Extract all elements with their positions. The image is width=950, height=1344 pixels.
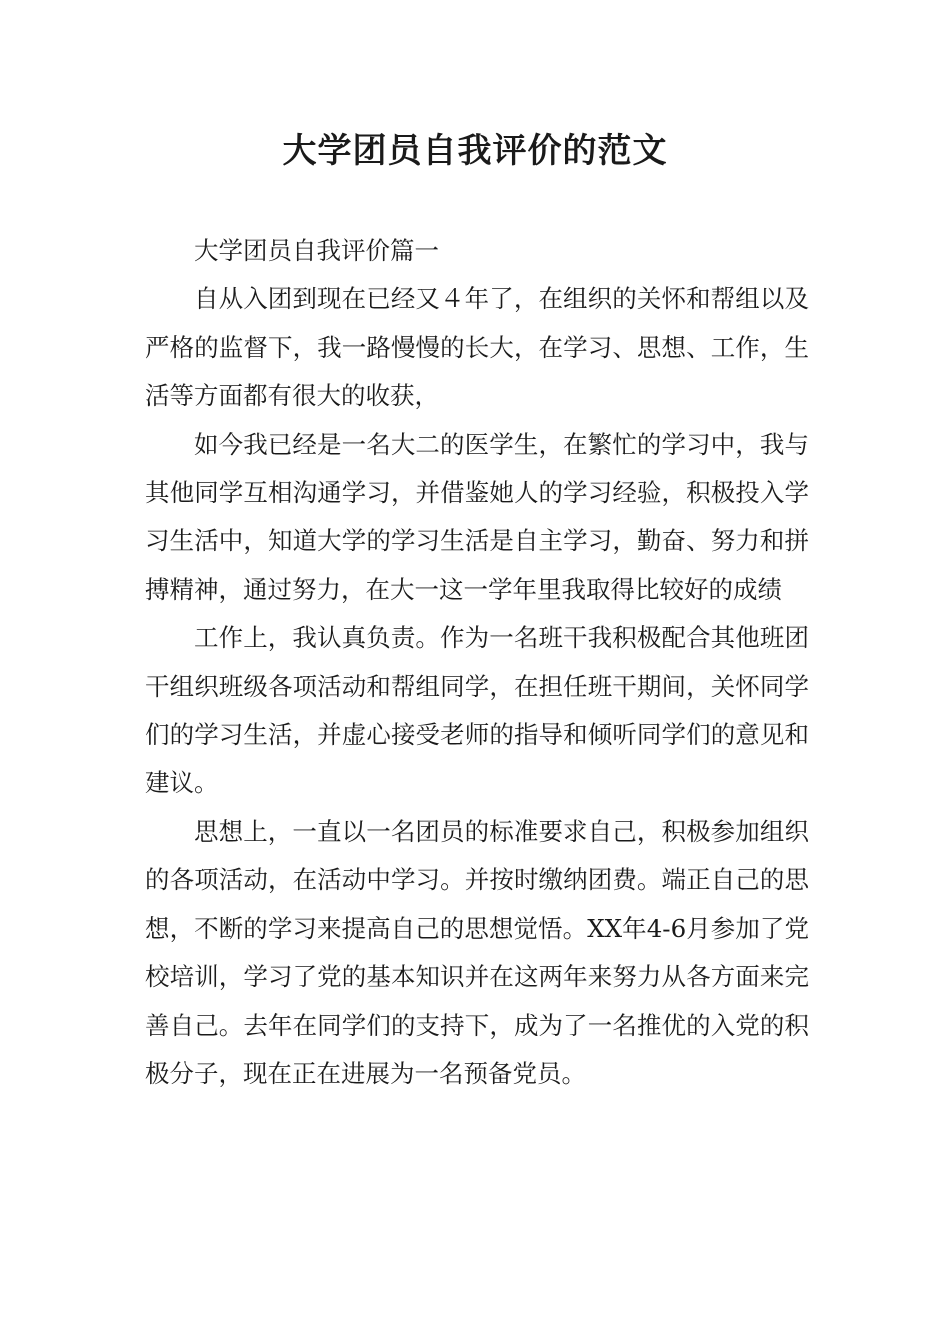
- section-heading: 大学团员自我评价篇一: [194, 236, 439, 265]
- paragraph: 思想上，一直以一名团员的标准要求自己，积极参加组织的各项活动，在活动中学习。并按时缴纳团费。端正自己的思想，不断的学习来提高自己的思想觉悟。XX年4-6月参加了党校培训，学习了党的基本知识并在这两年来努力从各方面来完善自己。去年在同学们的支持下，成为了一名推优的入党的积极分子，现在正在进展为一名预备党员。: [145, 816, 809, 1088]
- paragraph: 工作上，我认真负责。作为一名班干我积极配合其他班团干组织班级各项活动和帮组同学，在担任班干期间，关怀同学们的学习生活，并虚心接受老师的指导和倾听同学们的意见和建议。: [145, 623, 809, 798]
- paragraph: 如今我已经是一名大二的医学生，在繁忙的学习中，我与其他同学互相沟通学习，并借鉴她人的学习经验，积极投入学习生活中，知道大学的学习生活是自主学习，勤奋、努力和拼搏精神，通过努力，在大一这一学年里我取得比较好的成绩: [145, 429, 809, 604]
- document-title: 大学团员自我评价的范文: [282, 131, 668, 171]
- paragraph: 自从入团到现在已经又４年了，在组织的关怀和帮组以及严格的监督下，我一路慢慢的长大，在学习、思想、工作，生活等方面都有很大的收获，: [145, 284, 809, 411]
- document-body: [145, 227, 809, 1098]
